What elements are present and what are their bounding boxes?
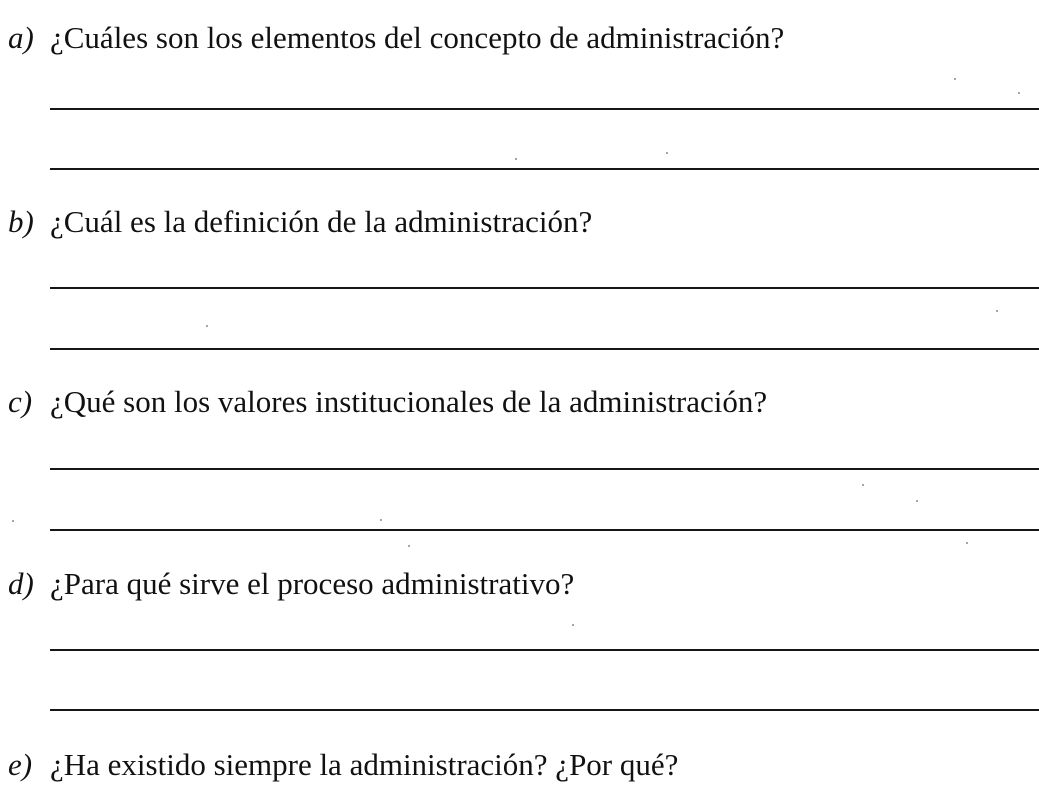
scan-speck [380, 519, 382, 521]
question-letter: d) [8, 566, 34, 601]
question-text: ¿Ha existido siempre la administración? ¿Por qué? [50, 747, 679, 782]
answer-line[interactable] [50, 468, 1039, 470]
question-letter: c) [8, 384, 33, 419]
scan-speck [408, 545, 410, 547]
answer-line[interactable] [50, 287, 1039, 289]
answer-line[interactable] [50, 108, 1039, 110]
scan-speck [862, 484, 864, 486]
answer-line[interactable] [50, 168, 1039, 170]
scan-speck [1018, 92, 1020, 94]
question-text: ¿Para qué sirve el proceso administrativo? [50, 566, 575, 601]
answer-line[interactable] [50, 709, 1039, 711]
scan-speck [666, 152, 668, 154]
scan-speck [996, 310, 998, 312]
question-text: ¿Qué son los valores institucionales de la administración? [50, 384, 768, 419]
scan-speck [515, 158, 517, 160]
answer-line[interactable] [50, 348, 1039, 350]
answer-line[interactable] [50, 649, 1039, 651]
scan-speck [966, 542, 968, 544]
question-letter: b) [8, 204, 34, 239]
question-letter: e) [8, 747, 33, 782]
scan-speck [206, 325, 208, 327]
scan-speck [572, 624, 574, 626]
scan-speck [916, 500, 918, 502]
scan-speck [12, 520, 14, 522]
question-text: ¿Cuáles son los elementos del concepto de administración? [50, 20, 785, 55]
answer-line[interactable] [50, 529, 1039, 531]
scan-speck [954, 78, 956, 80]
question-text: ¿Cuál es la definición de la administración? [50, 204, 593, 239]
question-letter: a) [8, 20, 34, 55]
